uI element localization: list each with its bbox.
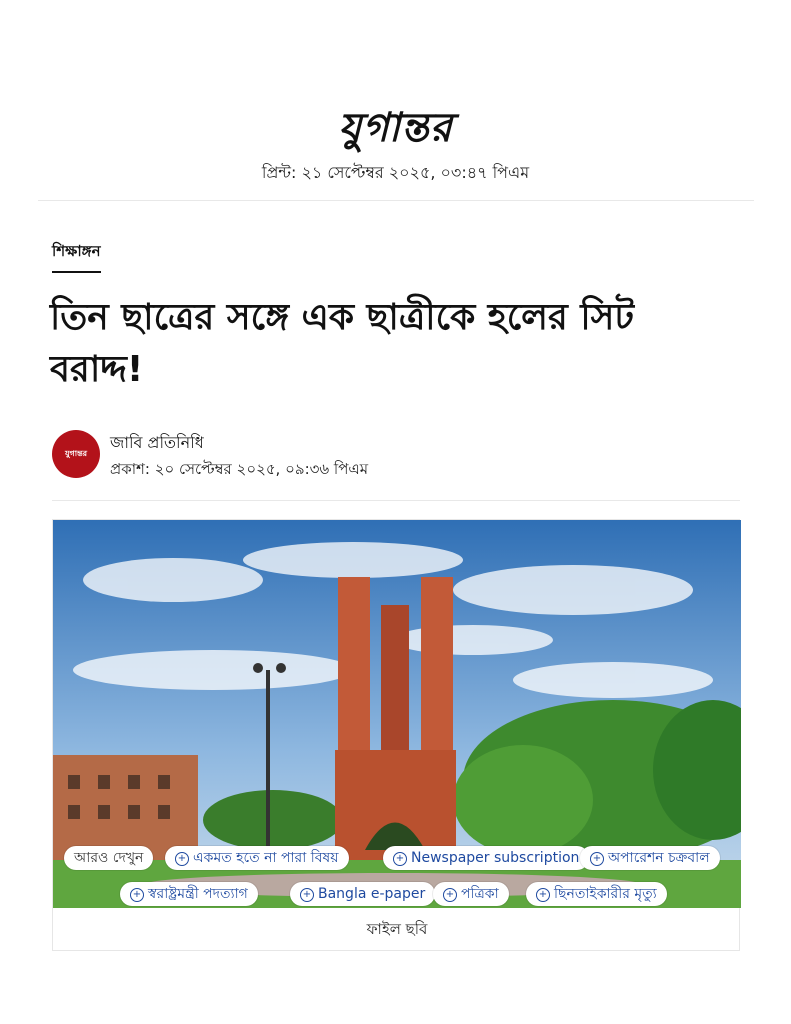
plus-icon: + bbox=[175, 852, 189, 866]
related-link-chip[interactable]: + Newspaper subscription bbox=[383, 846, 589, 870]
plus-icon: + bbox=[130, 888, 144, 902]
print-date: প্রিন্ট: ২১ সেপ্টেম্বর ২০২৫, ০৩:৪৭ পিএম bbox=[261, 163, 530, 182]
related-link-chip[interactable]: + পত্রিকা bbox=[433, 882, 509, 906]
masthead bbox=[0, 100, 791, 187]
category-link[interactable]: শিক্ষাঙ্গন bbox=[52, 240, 101, 273]
plus-icon: + bbox=[393, 852, 407, 866]
photo-caption: ফাইল ছবি bbox=[366, 920, 428, 938]
divider bbox=[38, 200, 754, 201]
author-avatar bbox=[52, 430, 100, 478]
more-links-label: আরও দেখুন bbox=[64, 846, 153, 870]
avatar-text: যুগান্তর bbox=[64, 448, 88, 458]
plus-icon: + bbox=[536, 888, 550, 902]
plus-icon: + bbox=[590, 852, 604, 866]
author-name[interactable]: জাবি প্রতিনিধি bbox=[110, 433, 204, 452]
plus-icon: + bbox=[443, 888, 457, 902]
related-link-chip[interactable]: + ছিনতাইকারীর মৃত্যু bbox=[526, 882, 667, 906]
related-link-chip[interactable]: + একমত হতে না পারা বিষয় bbox=[165, 846, 349, 870]
article-headline: তিন ছাত্রের সঙ্গে এক ছাত্রীকে হলের সিট বরাদ্দ! bbox=[50, 297, 635, 390]
plus-icon: + bbox=[300, 888, 314, 902]
related-link-chip[interactable]: + Bangla e-paper bbox=[290, 882, 435, 906]
site-logo[interactable]: যুগান্তর bbox=[338, 104, 453, 151]
related-link-chip[interactable]: + অপারেশন চক্রবাল bbox=[580, 846, 720, 870]
divider bbox=[52, 500, 740, 501]
published-date: প্রকাশ: ২০ সেপ্টেম্বর ২০২৫, ০৯:৩৬ পিএম bbox=[110, 460, 369, 478]
related-link-chip[interactable]: + স্বরাষ্ট্রমন্ত্রী পদত্যাগ bbox=[120, 882, 258, 906]
